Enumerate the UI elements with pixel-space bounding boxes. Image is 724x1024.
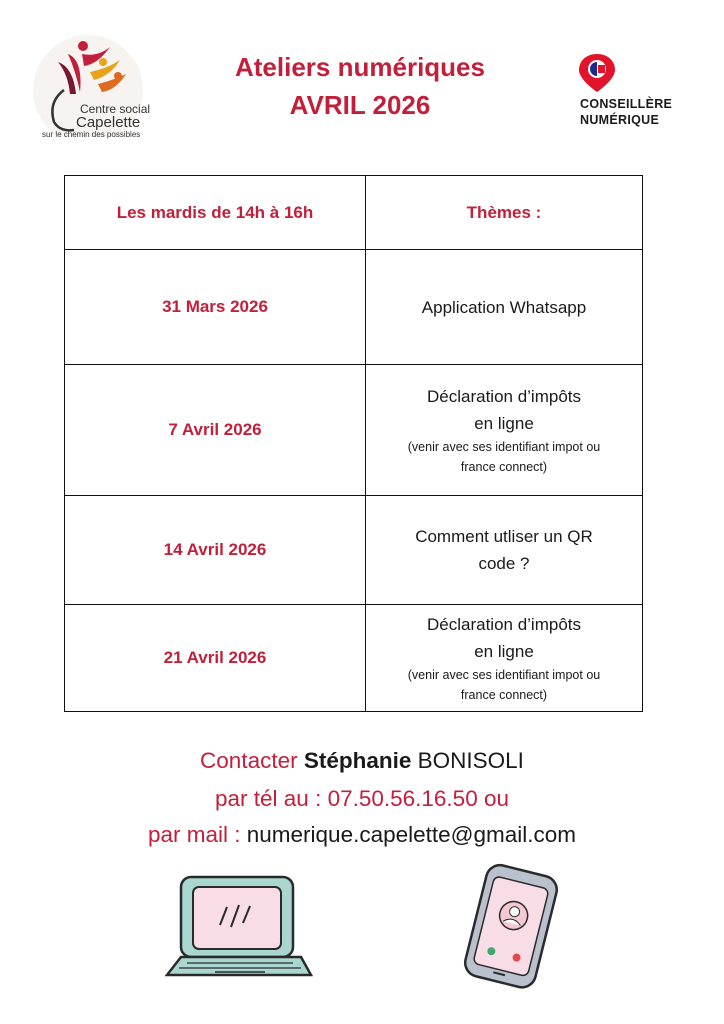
table-row: [65, 605, 643, 712]
row-theme: [366, 496, 643, 605]
table-row: [65, 365, 643, 496]
logo-conseillere: CONSEILLÈRE: [580, 97, 673, 111]
location-pin-icon: [575, 52, 685, 94]
row-date: 14 Avril 2026: [65, 496, 366, 605]
theme-title-line2: en ligne: [474, 414, 534, 433]
conseillere-numerique-logo: [575, 52, 685, 132]
theme-note: (venir avec ses identifiant impot ou: [407, 668, 601, 682]
table-header-row: [65, 176, 643, 250]
logo-numerique: NUMÉRIQUE: [580, 113, 660, 127]
row-theme: [366, 605, 643, 712]
page-subtitle-month: AVRIL 2026: [289, 90, 431, 120]
theme-title-line2: code ?: [478, 554, 530, 573]
row-date: 21 Avril 2026: [65, 605, 366, 712]
theme-note-line2: france connect): [460, 460, 548, 474]
contact-phone-line: par tél au : 07.50.56.16.50 ou: [215, 786, 509, 811]
centre-social-logo: [18, 32, 163, 137]
theme-title: Déclaration d’impôts: [426, 615, 581, 634]
logo-line-centre-social: Centre social: [80, 102, 151, 116]
theme-title: Application Whatsapp: [421, 297, 587, 317]
row-date: 7 Avril 2026: [65, 365, 366, 496]
email-address[interactable]: numerique.capelette@gmail.com: [246, 822, 577, 847]
page-title: Ateliers numériques: [235, 52, 485, 82]
contact-name-line: [0, 748, 724, 774]
table-row: [65, 496, 643, 605]
theme-title: Comment utliser un QR: [415, 527, 593, 546]
schedule-table: [64, 175, 643, 712]
email-prefix: par mail :: [147, 822, 247, 847]
contact-email-line: [0, 822, 724, 848]
contact-prefix: Contacter: [200, 748, 304, 773]
theme-note: (venir avec ses identifiant impot ou: [407, 440, 601, 454]
row-theme: [366, 365, 643, 496]
row-theme: [366, 250, 643, 365]
logo-tagline: sur le chemin des possibles: [42, 130, 141, 139]
table-row: [65, 250, 643, 365]
theme-note-line2: france connect): [460, 688, 548, 702]
header-date-cell: Les mardis de 14h à 16h: [65, 176, 366, 250]
contact-last-name: BONISOLI: [411, 748, 524, 773]
smartphone-icon: [450, 863, 570, 994]
contact-first-name: Stéphanie: [303, 748, 412, 773]
theme-title-line2: en ligne: [474, 642, 534, 661]
row-date: 31 Mars 2026: [65, 250, 366, 365]
header-theme-cell: Thèmes :: [366, 176, 643, 250]
theme-title: Déclaration d’impôts: [426, 387, 581, 406]
laptop-icon: [165, 873, 315, 988]
logo-line-capelette: Capelette: [76, 114, 141, 131]
